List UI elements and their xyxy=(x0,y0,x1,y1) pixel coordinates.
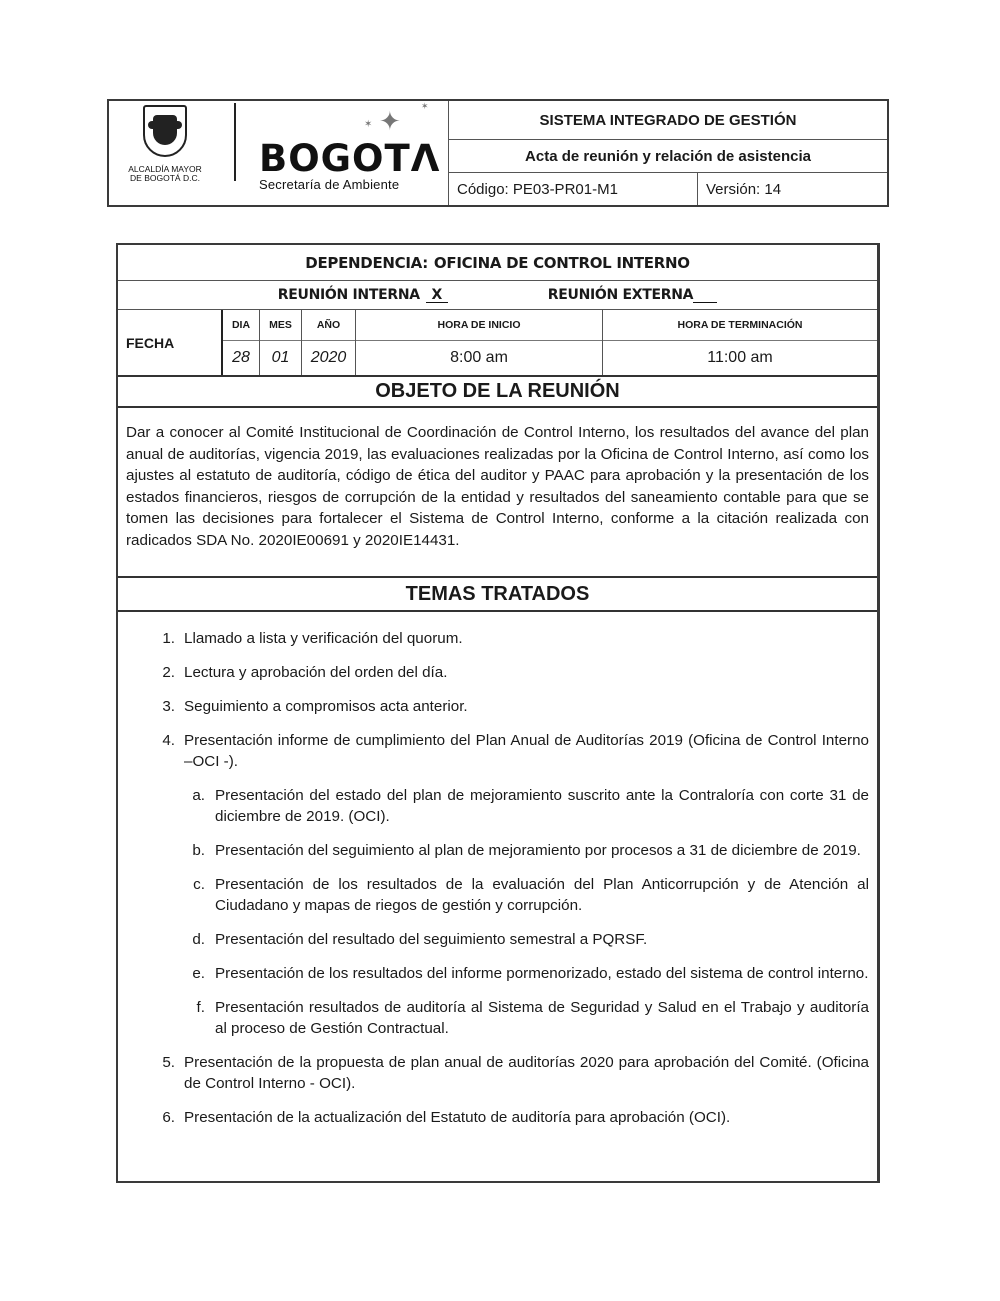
hora-inicio-value: 8:00 am xyxy=(450,349,508,366)
hora-fin-value: 11:00 am xyxy=(707,349,773,366)
subitem-letter: a. xyxy=(192,787,205,804)
logos-cell xyxy=(109,101,449,205)
ano-column xyxy=(302,310,356,375)
subitem-letter: b. xyxy=(192,842,205,859)
subitem-text: Presentación del resultado del seguimiento semestral a PQRSF. xyxy=(215,931,648,948)
alcaldia-logo xyxy=(115,105,215,183)
objeto-text: Dar a conocer al Comité Institucional de Coordinación de Control Interno, los resultados del avance del plan anual de auditorías, vigencia 2019, las evaluaciones realizadas por la Oficina de Control Interno, así como los ajustes al estatuto de auditoría, código de ética del auditor y PAAC para aprobación y la presentación de los estados financieros, riesgos de corrupción de la entidad y resultados del saneamiento contable para que se tomen las decisiones para fortalecer el Sistema de Control Interno, conforme a la citación realizada con radicados SDA No. 2020IE00691 y 2020IE14431. xyxy=(118,408,877,578)
document-version: Versión: 14 xyxy=(706,180,782,198)
subitem-text: Presentación resultados de auditoría al Sistema de Seguridad y Salud en el Trabajo y auditoría al proceso de Gestión Contractual. xyxy=(215,999,869,1037)
subitem-text: Presentación de los resultados de la evaluación del Plan Anticorrupción y de Atención al Ciudadano y mapas de riegos de gestión y corrupción. xyxy=(215,876,869,914)
reunion-externa-label: REUNIÓN EXTERNA xyxy=(547,287,694,303)
subitem-text: Presentación de los resultados del informe pormenorizado, estado del sistema de control interno. xyxy=(215,965,869,982)
list-item xyxy=(126,1052,869,1094)
doc-title: Acta de reunión y relación de asistencia xyxy=(449,140,887,173)
document-header xyxy=(107,99,889,207)
hora-fin-header: HORA DE TERMINACIÓN xyxy=(603,310,877,341)
item-text: Presentación de la actualización del Estatuto de auditoría para aprobación (OCI). xyxy=(184,1109,731,1126)
item-text: Presentación de la propuesta de plan anual de auditorías 2020 para aprobación del Comité. (Oficina de Control Interno - OCI). xyxy=(184,1054,869,1092)
meeting-type-row xyxy=(118,281,877,310)
list-item xyxy=(126,662,869,683)
hora-inicio-header: HORA DE INICIO xyxy=(356,310,602,341)
sub-list-item xyxy=(126,785,869,827)
reunion-interna-mark[interactable]: X xyxy=(426,288,448,303)
item-text: Seguimiento a compromisos acta anterior. xyxy=(184,698,468,715)
dia-value: 28 xyxy=(232,349,250,366)
reunion-externa-mark[interactable] xyxy=(693,289,717,303)
sub-list-item xyxy=(126,874,869,916)
list-item xyxy=(126,628,869,649)
item-text: Llamado a lista y verificación del quorum. xyxy=(184,630,463,647)
dia-column xyxy=(223,310,260,375)
alcaldia-text: ALCALDÍA MAYOR DE BOGOTÁ D.C. xyxy=(128,164,202,183)
reunion-interna-label: REUNIÓN INTERNA xyxy=(277,287,420,303)
temas-title: TEMAS TRATADOS xyxy=(118,578,877,612)
meeting-form xyxy=(116,243,880,1183)
subitem-text: Presentación del seguimiento al plan de mejoramiento por procesos a 31 de diciembre de 2019. xyxy=(215,842,861,859)
subitem-letter: d. xyxy=(192,931,205,948)
reunion-externa xyxy=(548,287,717,303)
subitem-letter: f. xyxy=(196,999,205,1016)
mes-column xyxy=(260,310,302,375)
fecha-label: FECHA xyxy=(118,310,223,375)
dia-header: DIA xyxy=(223,310,259,341)
logo-divider xyxy=(234,103,236,181)
subitem-letter: c. xyxy=(193,876,205,893)
secretaria-subtitle: Secretaría de Ambiente xyxy=(259,177,400,192)
reunion-interna xyxy=(278,287,448,303)
bogota-coat-of-arms-icon xyxy=(143,105,187,157)
item-number: 3. xyxy=(162,698,175,715)
item-number: 5. xyxy=(162,1054,175,1071)
mes-header: MES xyxy=(260,310,301,341)
code-version-row xyxy=(449,173,887,205)
objeto-title: OBJETO DE LA REUNIÓN xyxy=(118,377,877,408)
item-number: 2. xyxy=(162,664,175,681)
dependencia-row xyxy=(118,245,877,281)
fecha-row xyxy=(118,310,877,377)
item-number: 4. xyxy=(162,732,175,749)
bogota-logo xyxy=(259,139,440,192)
subitem-letter: e. xyxy=(192,965,205,982)
small-star-icon: ✶ xyxy=(364,119,373,130)
mes-value: 01 xyxy=(271,349,290,366)
sub-list-item xyxy=(126,997,869,1039)
list-item xyxy=(126,730,869,772)
dependencia-label: DEPENDENCIA: xyxy=(305,253,428,272)
ano-value: 2020 xyxy=(310,349,347,366)
hora-fin-column xyxy=(603,310,877,375)
bogota-wordmark: BOGOTΛ xyxy=(259,137,441,180)
system-title: SISTEMA INTEGRADO DE GESTIÓN xyxy=(449,101,887,140)
sub-list-item xyxy=(126,840,869,861)
hora-inicio-column xyxy=(356,310,603,375)
document-code: Código: PE03-PR01-M1 xyxy=(449,173,698,205)
header-info xyxy=(449,101,887,205)
list-item xyxy=(126,696,869,717)
sub-list-item xyxy=(126,963,869,984)
item-number: 6. xyxy=(162,1109,175,1126)
item-number: 1. xyxy=(162,630,175,647)
subitem-text: Presentación del estado del plan de mejoramiento suscrito ante la Contraloría con corte 31 de diciembre de 2019. (OCI). xyxy=(215,787,869,825)
list-item xyxy=(126,1107,869,1128)
temas-list xyxy=(118,612,877,1128)
ano-header: AÑO xyxy=(302,310,355,341)
dependencia-value: OFICINA DE CONTROL INTERNO xyxy=(433,253,690,272)
item-text: Lectura y aprobación del orden del día. xyxy=(184,664,448,681)
star-icon: ✦ xyxy=(379,106,401,136)
small-star-icon: ✶ xyxy=(421,101,429,111)
sub-list-item xyxy=(126,929,869,950)
item-text: Presentación informe de cumplimiento del Plan Anual de Auditorías 2019 (Oficina de Control Interno –OCI -). xyxy=(184,732,869,770)
